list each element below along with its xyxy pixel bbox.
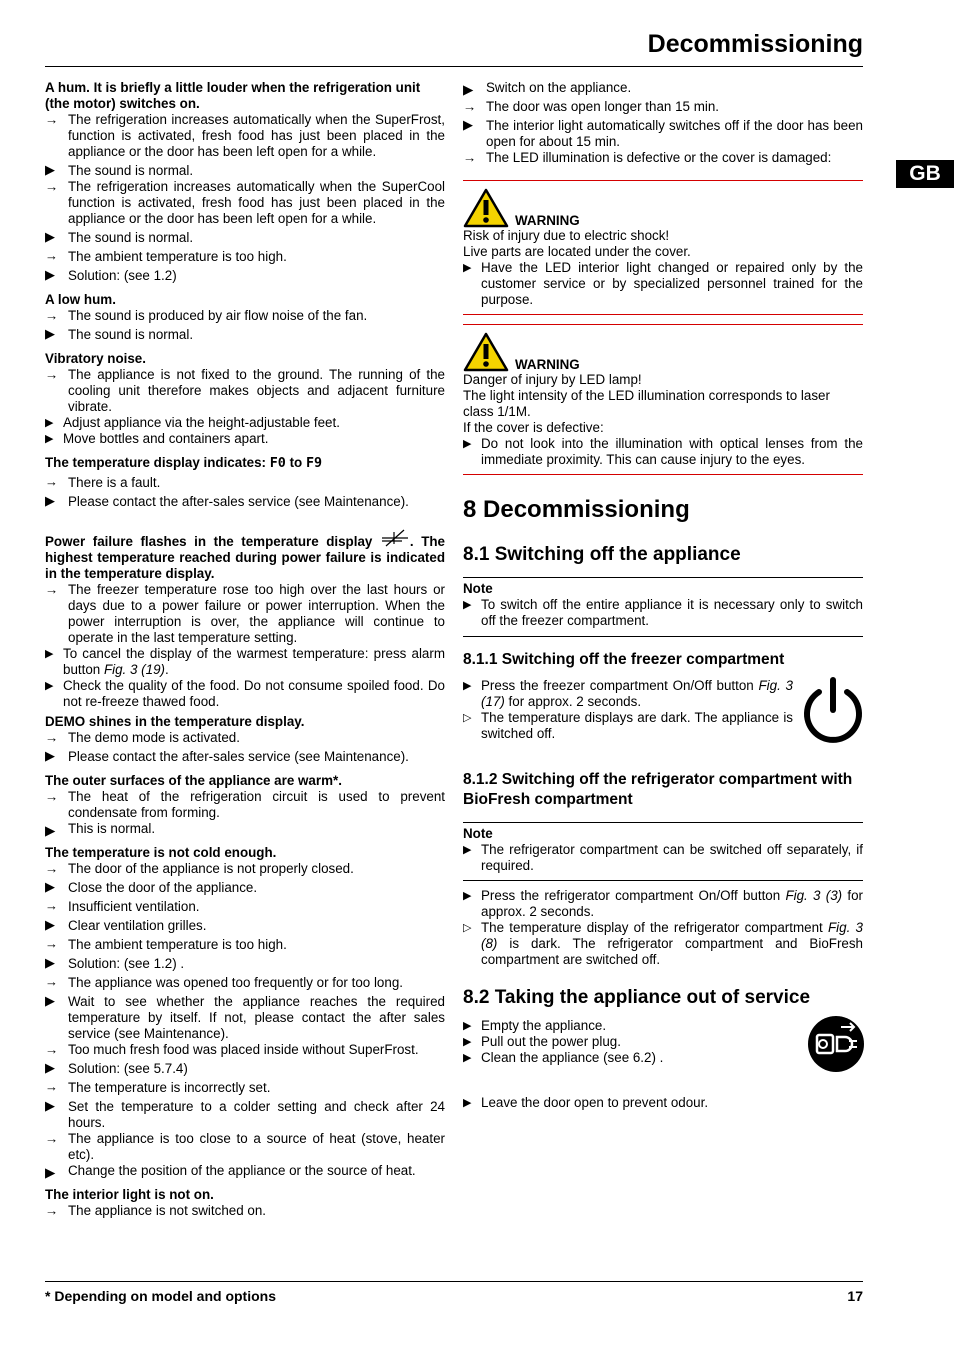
action-item: ▶ Solution: (see 5.7.4)	[45, 1060, 188, 1076]
cause-item: → The door was open longer than 15 min.	[463, 99, 719, 114]
arrow-right-icon: →	[45, 367, 59, 382]
cause-item: → There is a fault.	[45, 474, 161, 490]
cause-item: → The refrigeration increases automatically when the SuperCool function is activated, fresh food has just been placed in the appliance or the door has been left open for a while.	[45, 179, 445, 226]
action-item: ▶ Wait to see whether the appliance reaches the required temperature by itself. If not, please contact the after sales service (see Maintenance).	[45, 993, 445, 1041]
figure-reference: Fig. 3 (8)	[481, 920, 863, 951]
language-tab: GB	[896, 160, 954, 188]
cause-item: → The refrigeration increases automatically when the SuperFrost, function is activated, fresh food has just been placed in the appliance or the door has been left open for a while.	[45, 112, 445, 159]
section-heading: Vibratory noise.	[45, 351, 146, 366]
action-item: ▶ This is normal.	[45, 821, 156, 838]
arrow-right-icon: →	[45, 179, 59, 194]
arrow-right-icon: →	[45, 582, 59, 597]
arrow-right-icon: →	[45, 898, 58, 913]
left-column	[45, 80, 445, 1219]
arrow-right-icon: →	[463, 150, 477, 165]
triangle-right-icon: ▶	[45, 162, 55, 177]
triangle-right-icon: ▶	[463, 1097, 472, 1109]
page-number: 17	[847, 1288, 863, 1304]
action-item: ▶ The interior light automatically switches off if the door has been open for about 15 min.	[463, 117, 863, 149]
triangle-right-icon: ▶	[463, 262, 472, 274]
action-item: ▶ The sound is normal.	[45, 229, 194, 245]
cause-item: → The sound is produced by air flow noise of the fan.	[45, 308, 368, 323]
arrow-right-icon: →	[45, 248, 58, 263]
action-item: ▶ To cancel the display of the warmest temperature: press alarm button Fig. 3 (19).	[45, 646, 445, 677]
arrow-right-icon: →	[45, 861, 59, 876]
right-column	[463, 80, 863, 1111]
cause-item: → The appliance was opened too frequently or for too long.	[45, 974, 403, 990]
triangle-right-icon: ▶	[45, 1098, 55, 1113]
action-item: ▶ Leave the door open to prevent odour.	[463, 1095, 709, 1110]
action-item: ▶ Pull out the power plug.	[463, 1034, 621, 1049]
triangle-right-icon: ▶	[45, 267, 55, 282]
section-heading: A hum. It is briefly a little louder when the refrigeration unit (the motor) switches on.	[45, 80, 421, 111]
cause-item: → The demo mode is activated.	[45, 730, 240, 745]
footer-rule	[45, 1281, 863, 1282]
subsection-heading: 8.1.2 Switching off the refrigerator compartment with BioFresh compartment	[463, 771, 853, 808]
warning-triangle-icon	[463, 332, 509, 372]
arrow-right-icon: →	[45, 1042, 59, 1057]
arrow-right-icon: →	[45, 789, 59, 804]
warning-bottom-rule	[463, 314, 863, 315]
warning-text: Danger of injury by LED lamp!	[463, 372, 642, 387]
section-heading: 8.2 Taking the appliance out of service	[463, 987, 811, 1008]
cause-item: → The LED illumination is defective or the cover is damaged:	[463, 150, 832, 165]
display-code: F0	[269, 456, 286, 471]
triangle-right-icon: ▶	[45, 879, 55, 894]
arrow-right-icon: →	[45, 936, 58, 951]
triangle-right-icon: ▶	[45, 680, 54, 692]
triangle-right-icon: ▶	[45, 417, 54, 429]
note-label: Note	[463, 581, 493, 596]
arrow-right-icon: →	[45, 974, 58, 989]
figure-reference: Fig. 3 (17)	[481, 678, 793, 709]
action-item: ▶ Please contact the after-sales service (see Maintenance).	[45, 748, 409, 764]
triangle-right-icon: ▶	[463, 680, 472, 692]
action-item: ▶ Empty the appliance.	[463, 1018, 607, 1033]
warning-top-rule	[463, 180, 863, 181]
action-item: ▶ Switch on the appliance.	[463, 80, 632, 97]
warning-label: WARNING	[515, 357, 580, 372]
triangle-right-icon: ▶	[45, 433, 54, 445]
action-item: ▶ Press the refrigerator compartment On/Off button Fig. 3 (3) for approx. 2 seconds.	[463, 888, 863, 919]
action-item: ▶ Move bottles and containers apart.	[45, 431, 269, 446]
cause-item: → The ambient temperature is too high.	[45, 936, 287, 952]
triangle-right-icon: ▶	[45, 955, 55, 970]
action-item: ▶ The refrigerator compartment can be switched off separately, if required.	[463, 842, 863, 873]
cause-item: → The temperature is incorrectly set.	[45, 1079, 271, 1095]
action-item: ▶ Solution: (see 1.2) .	[45, 955, 185, 971]
triangle-right-icon: ▶	[463, 844, 472, 856]
warning-bottom-rule	[463, 474, 863, 475]
arrow-right-icon: →	[45, 308, 59, 323]
unplug-icon	[807, 1015, 865, 1073]
header-rule	[45, 66, 863, 67]
warning-text: Risk of injury due to electric shock!	[463, 228, 670, 243]
triangle-right-icon: ▶	[463, 1020, 472, 1032]
cause-item: → The ambient temperature is too high.	[45, 248, 287, 264]
triangle-right-icon: ▶	[45, 1165, 56, 1180]
cause-item: → The appliance is not switched on.	[45, 1203, 267, 1218]
result-item: ▷ The temperature displays are dark. The appliance is switched off.	[463, 710, 793, 741]
power-failure-icon	[380, 528, 410, 548]
note-bottom-rule	[463, 880, 863, 881]
warning-text: The light intensity of the LED illumination corresponds to laser class 1/1M.	[463, 388, 830, 419]
warning-label: WARNING	[515, 213, 580, 228]
warning-header	[463, 328, 863, 372]
action-item: ▶ Set the temperature to a colder setting and check after 24 hours.	[45, 1098, 445, 1130]
freezer-off-block	[463, 678, 863, 742]
arrow-right-icon: →	[45, 1079, 58, 1094]
cause-item: → The appliance is not fixed to the ground. The running of the cooling unit therefore makes objects and adjacent furniture vibrate.	[45, 367, 445, 414]
action-item: ▶ Solution: (see 1.2)	[45, 267, 177, 283]
action-item: ▶ Adjust appliance via the height-adjustable feet.	[45, 415, 340, 430]
arrow-right-icon: →	[45, 1131, 59, 1146]
arrow-right-icon: →	[463, 99, 477, 114]
action-item: ▶ Clean the appliance (see 6.2) .	[463, 1050, 664, 1065]
subsection-heading: 8.1.1 Switching off the freezer compartment	[463, 651, 785, 668]
note-top-rule	[463, 822, 863, 823]
cause-item: → The heat of the refrigeration circuit is used to prevent condensate from forming.	[45, 789, 445, 820]
triangle-right-icon: ▶	[45, 493, 55, 508]
triangle-right-icon: ▶	[45, 326, 55, 341]
result-item: ▷ The temperature display of the refrigerator compartment Fig. 3 (8) is dark. The refrigerator compartment and BioFresh compartment are switched off.	[463, 920, 863, 967]
section-heading: The temperature is not cold enough.	[45, 845, 277, 860]
action-item: ▶ Change the position of the appliance or the source of heat.	[45, 1163, 416, 1180]
power-button-icon	[801, 674, 865, 748]
action-item: ▶ Press the freezer compartment On/Off button Fig. 3 (17) for approx. 2 seconds.	[463, 678, 793, 709]
action-item: ▶ Clear ventilation grilles.	[45, 917, 207, 933]
triangle-right-icon: ▶	[45, 1060, 55, 1075]
outline-triangle-icon: ▷	[463, 712, 472, 724]
action-item: ▶ The sound is normal.	[45, 162, 194, 178]
figure-reference: Fig. 3 (3)	[785, 888, 843, 903]
out-of-service-block	[463, 1018, 863, 1111]
triangle-right-icon: ▶	[463, 1052, 472, 1064]
section-heading: Power failure flashes in the temperature display . The highest temperature reached during power failure is indicated in the temperature display.	[45, 528, 445, 582]
warning-triangle-icon	[463, 188, 509, 228]
action-item: ▶ Close the door of the appliance.	[45, 879, 258, 895]
triangle-right-icon: ▶	[45, 648, 54, 660]
triangle-right-icon: ▶	[463, 890, 472, 902]
display-code: F9	[305, 456, 323, 471]
warning-header	[463, 184, 863, 228]
note-bottom-rule	[463, 636, 863, 637]
section-heading: A low hum.	[45, 292, 116, 307]
triangle-right-icon: ▶	[45, 993, 55, 1008]
triangle-right-icon: ▶	[45, 748, 55, 763]
triangle-right-icon: ▶	[45, 917, 55, 932]
action-item: ▶ Do not look into the illumination with optical lenses from the immediate proximity. This can cause injury to the eyes.	[463, 436, 863, 467]
triangle-right-icon: ▶	[45, 823, 56, 838]
note-top-rule	[463, 577, 863, 578]
footer-note: * Depending on model and options	[45, 1288, 276, 1304]
section-heading: The interior light is not on.	[45, 1187, 214, 1202]
action-item: ▶ Have the LED interior light changed or repaired only by the customer service or by specialized personnel trained for the purpose.	[463, 260, 863, 307]
cause-item: → The door of the appliance is not properly closed.	[45, 861, 354, 876]
cause-item: → The appliance is too close to a source of heat (stove, heater etc).	[45, 1131, 445, 1162]
section-heading: 8.1 Switching off the appliance	[463, 544, 741, 565]
section-heading: The outer surfaces of the appliance are warm*.	[45, 773, 342, 788]
triangle-right-icon: ▶	[463, 599, 472, 611]
warning-text: If the cover is defective:	[463, 420, 604, 435]
warning-top-rule	[463, 324, 863, 325]
arrow-right-icon: →	[45, 1203, 59, 1218]
triangle-right-icon: ▶	[463, 117, 473, 132]
chapter-heading: 8 Decommissioning	[463, 496, 690, 523]
action-item: ▶ To switch off the entire appliance it is necessary only to switch off the freezer compartment.	[463, 597, 863, 628]
action-item: ▶ The sound is normal.	[45, 326, 194, 342]
arrow-right-icon: →	[45, 474, 58, 489]
section-heading: DEMO shines in the temperature display.	[45, 714, 305, 729]
triangle-right-icon: ▶	[463, 1036, 472, 1048]
cause-item: → Insufficient ventilation.	[45, 898, 200, 914]
figure-reference: Fig. 3 (19)	[103, 662, 165, 677]
action-item: ▶ Please contact the after-sales service (see Maintenance).	[45, 493, 409, 509]
page-header-title: Decommissioning	[647, 30, 863, 58]
triangle-right-icon: ▶	[463, 82, 474, 97]
cause-item: → Too much fresh food was placed inside without SuperFrost.	[45, 1042, 419, 1057]
note-label: Note	[463, 826, 493, 841]
triangle-right-icon: ▶	[463, 438, 472, 450]
warning-text: Live parts are located under the cover.	[463, 244, 691, 259]
cause-item: → The freezer temperature rose too high over the last hours or days due to a power failure or power interruption. When the power interruption is over, the appliance will continue to operate in the last temperature setting.	[45, 582, 445, 645]
arrow-right-icon: →	[45, 730, 59, 745]
outline-triangle-icon: ▷	[463, 922, 472, 934]
section-heading: The temperature display indicates: F0 to F9	[45, 455, 323, 471]
action-item: ▶ Check the quality of the food. Do not consume spoiled food. Do not re-freeze thawed food.	[45, 678, 445, 709]
arrow-right-icon: →	[45, 112, 59, 127]
triangle-right-icon: ▶	[45, 229, 55, 244]
